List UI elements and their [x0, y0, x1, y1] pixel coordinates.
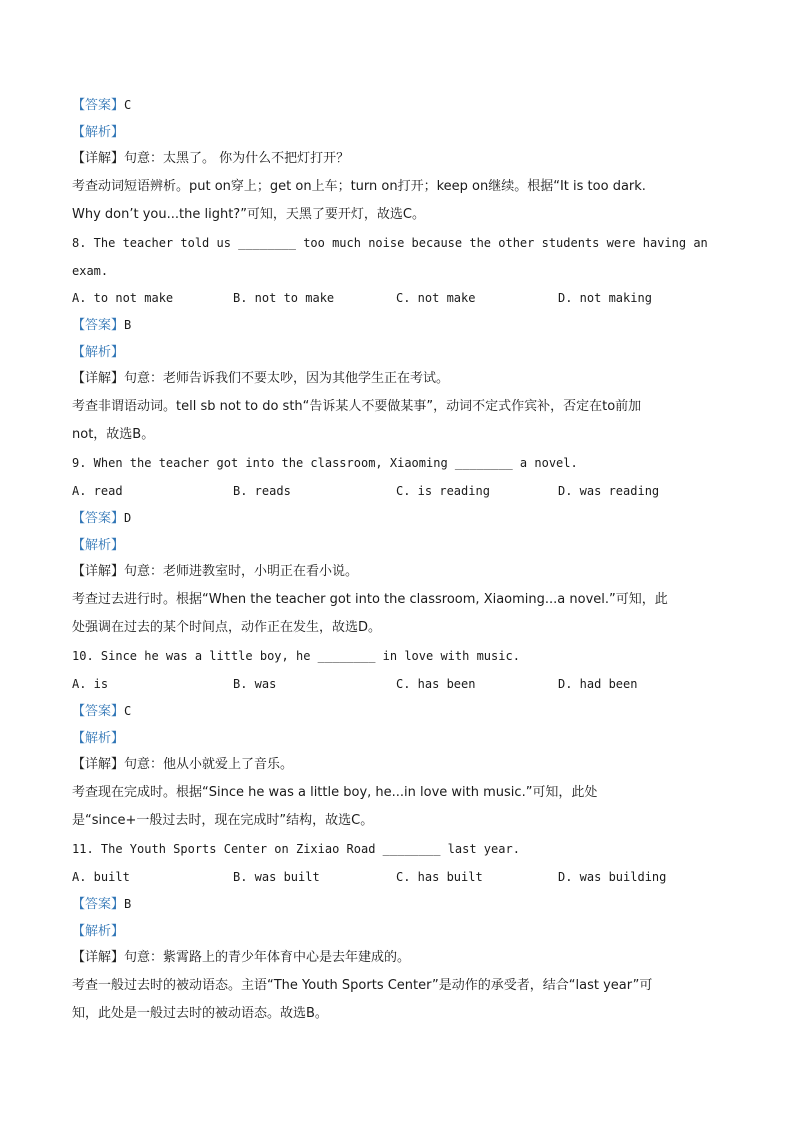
detail-text: 句意：太黑了。 你为什么不把灯打开？ — [124, 151, 350, 166]
explanation-line: 考查过去进行时。根据“When the teacher got into the classroom, Xiaoming...a novel.”可知，此 — [72, 592, 668, 607]
detail-text: 句意：老师进教室时，小明正在看小说。 — [124, 564, 359, 579]
document-page — [72, 94, 722, 1031]
analysis-label: 【解析】 — [72, 125, 125, 140]
answer-line — [72, 94, 722, 121]
detail-line — [72, 754, 722, 782]
option-c: C. has built — [396, 870, 483, 884]
detail-label: 【详解】 — [72, 950, 125, 965]
answer-label: 【答案】 — [72, 704, 125, 719]
explanation-line: 考查动词短语辨析。put on穿上；get on上车；turn on打开；keep on继续。根据“It is too dark. — [72, 179, 646, 194]
explanation-line: Why don’t you...the light?”可知，天黑了要开灯，故选C。 — [72, 207, 425, 222]
answer-line — [72, 507, 722, 534]
detail-line — [72, 947, 722, 975]
option-c: C. has been — [396, 677, 476, 691]
analysis-line — [72, 341, 722, 368]
option-c: C. not make — [396, 291, 476, 305]
analysis-label: 【解析】 — [72, 924, 125, 939]
answer-label: 【答案】 — [72, 897, 125, 912]
analysis-line — [72, 534, 722, 561]
explanation-line: 考查非谓语动词。tell sb not to do sth“告诉某人不要做某事”，动词不定式作宾补，否定在to前加 — [72, 399, 642, 414]
question-stem: exam. — [72, 264, 109, 278]
options-row — [72, 866, 722, 893]
detail-line — [72, 561, 722, 589]
analysis-label: 【解析】 — [72, 538, 125, 553]
options-row — [72, 673, 722, 700]
option-a: A. is — [72, 677, 109, 691]
detail-text: 句意：紫霄路上的青少年体育中心是去年建成的。 — [124, 950, 411, 965]
detail-label: 【详解】 — [72, 757, 125, 772]
detail-label: 【详解】 — [72, 371, 125, 386]
analysis-line — [72, 121, 722, 148]
answer-label: 【答案】 — [72, 511, 125, 526]
answer-line — [72, 893, 722, 920]
question-stem: 9. When the teacher got into the classroom, Xiaoming ________ a novel. — [72, 456, 578, 470]
question-stem: 8. The teacher told us ________ too much noise because the other students were having an — [72, 236, 708, 250]
explanation-line: 考查现在完成时。根据“Since he was a little boy, he...in love with music.”可知，此处 — [72, 785, 598, 800]
option-b: B. not to make — [233, 291, 335, 305]
analysis-label: 【解析】 — [72, 345, 125, 360]
analysis-line — [72, 920, 722, 947]
option-d: D. was building — [558, 870, 667, 884]
option-a: A. built — [72, 870, 130, 884]
answer-value: B — [124, 897, 132, 911]
explanation-line: 考查一般过去时的被动语态。主语“The Youth Sports Center”是动作的承受者，结合“last year”可 — [72, 978, 653, 993]
detail-text: 句意：他从小就爱上了音乐。 — [124, 757, 294, 772]
option-c: C. is reading — [396, 484, 490, 498]
answer-value: D — [124, 511, 132, 525]
option-b: B. was — [233, 677, 277, 691]
answer-label: 【答案】 — [72, 318, 125, 333]
answer-value: B — [124, 318, 132, 332]
answer-value: C — [124, 704, 132, 718]
option-b: B. was built — [233, 870, 320, 884]
detail-label: 【详解】 — [72, 151, 125, 166]
explanation-line: 知，此处是一般过去时的被动语态。故选B。 — [72, 1006, 328, 1021]
analysis-line — [72, 727, 722, 754]
answer-line — [72, 700, 722, 727]
analysis-label: 【解析】 — [72, 731, 125, 746]
option-d: D. had been — [558, 677, 638, 691]
option-a: A. read — [72, 484, 123, 498]
answer-line — [72, 314, 722, 341]
option-a: A. to not make — [72, 291, 174, 305]
option-d: D. was reading — [558, 484, 660, 498]
answer-label: 【答案】 — [72, 98, 125, 113]
question-stem: 11. The Youth Sports Center on Zixiao Road ________ last year. — [72, 842, 520, 856]
options-row — [72, 287, 722, 314]
explanation-line: 处强调在过去的某个时间点，动作正在发生，故选D。 — [72, 620, 382, 635]
detail-text: 句意：老师告诉我们不要太吵，因为其他学生正在考试。 — [124, 371, 450, 386]
detail-label: 【详解】 — [72, 564, 125, 579]
detail-line — [72, 368, 722, 396]
answer-value: C — [124, 98, 132, 112]
options-row — [72, 480, 722, 507]
option-b: B. reads — [233, 484, 291, 498]
explanation-line: 是“since+一般过去时，现在完成时”结构，故选C。 — [72, 813, 374, 828]
option-d: D. not making — [558, 291, 652, 305]
detail-line — [72, 148, 722, 176]
explanation-line: not，故选B。 — [72, 427, 155, 442]
question-stem: 10. Since he was a little boy, he ________ in love with music. — [72, 649, 520, 663]
